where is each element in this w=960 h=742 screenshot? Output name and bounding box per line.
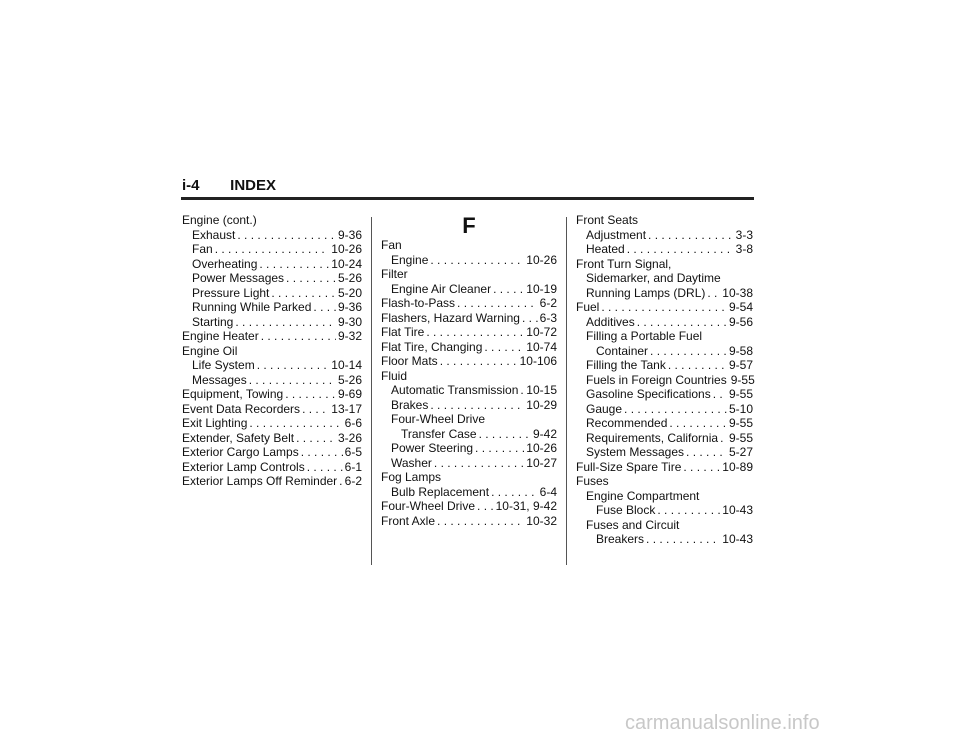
index-entry bbox=[381, 311, 557, 326]
page-reference: 10-15 bbox=[526, 383, 557, 397]
dot-leader bbox=[313, 300, 336, 315]
page-reference: 5-10 bbox=[728, 401, 753, 416]
page-reference: 6-5 bbox=[344, 445, 362, 459]
index-entry bbox=[381, 296, 557, 311]
page-reference: 10-14 bbox=[331, 358, 362, 372]
index-heading bbox=[576, 474, 753, 489]
dot-leader bbox=[627, 242, 734, 257]
entry-text: Exhaust bbox=[192, 227, 236, 242]
index-entry bbox=[381, 514, 557, 529]
page-reference: 9-69 bbox=[337, 387, 362, 401]
dot-leader bbox=[426, 325, 524, 340]
dot-leader bbox=[271, 286, 336, 301]
column-divider-1 bbox=[371, 217, 372, 565]
entry-text: Four-Wheel Drive bbox=[391, 412, 486, 426]
index-entry bbox=[182, 416, 362, 431]
index-entry bbox=[381, 456, 557, 471]
page-reference: 9-58 bbox=[728, 343, 753, 358]
index-entry bbox=[576, 315, 753, 330]
dot-leader bbox=[259, 257, 329, 272]
dot-leader bbox=[261, 329, 336, 344]
index-entry bbox=[576, 387, 753, 402]
index-entry bbox=[182, 242, 362, 257]
page-reference: 10-26 bbox=[526, 441, 557, 455]
index-entry bbox=[182, 286, 362, 301]
dot-leader bbox=[437, 514, 524, 529]
entry-text: Front Seats bbox=[576, 213, 639, 227]
index-heading bbox=[381, 238, 557, 253]
index-entry bbox=[576, 344, 753, 359]
page-reference: 10-27 bbox=[526, 455, 557, 470]
index-entry bbox=[182, 329, 362, 344]
index-entry bbox=[182, 445, 362, 460]
dot-leader bbox=[657, 503, 720, 518]
dot-leader bbox=[457, 296, 538, 311]
entry-text: Running Lamps (DRL) bbox=[586, 285, 706, 300]
entry-text: Starting bbox=[192, 314, 234, 329]
page-reference: 3-3 bbox=[735, 227, 753, 242]
entry-text: Power Steering bbox=[391, 441, 474, 455]
index-column-2 bbox=[381, 213, 557, 528]
index-entry bbox=[576, 460, 753, 475]
index-heading bbox=[576, 329, 753, 344]
page-reference: 6-2 bbox=[344, 474, 362, 488]
page-reference: 10-24 bbox=[331, 256, 362, 271]
entry-text: Front Turn Signal, bbox=[576, 256, 672, 271]
index-heading bbox=[576, 213, 753, 228]
entry-text: Flash-to-Pass bbox=[381, 296, 456, 310]
entry-text: Additives bbox=[586, 314, 635, 329]
entry-text: Power Messages bbox=[192, 271, 285, 285]
dot-leader bbox=[249, 416, 342, 431]
page-title: INDEX bbox=[230, 177, 277, 194]
index-heading bbox=[182, 344, 362, 359]
entry-text: Fuses bbox=[576, 474, 609, 488]
page-reference: 10-106 bbox=[519, 354, 557, 368]
index-entry bbox=[576, 445, 753, 460]
index-column-3 bbox=[576, 213, 753, 547]
page-reference: 10-72 bbox=[526, 325, 557, 339]
entry-text: Engine Heater bbox=[182, 329, 259, 343]
index-entry bbox=[576, 228, 753, 243]
entry-text: Engine (cont.) bbox=[182, 213, 257, 227]
index-heading bbox=[182, 213, 362, 228]
section-letter: F bbox=[462, 213, 476, 238]
page-reference: 10-31, 9-42 bbox=[495, 499, 557, 513]
entry-text: Filling a Portable Fuel bbox=[586, 329, 703, 343]
index-heading bbox=[381, 470, 557, 485]
entry-text: Exterior Cargo Lamps bbox=[182, 445, 299, 459]
index-column-1 bbox=[182, 213, 362, 489]
entry-text: Exit Lighting bbox=[182, 416, 248, 430]
index-entry bbox=[381, 499, 557, 514]
entry-text: Life System bbox=[192, 358, 255, 372]
dot-leader bbox=[249, 373, 336, 388]
entry-text: Filling the Tank bbox=[586, 358, 666, 372]
dot-leader bbox=[624, 402, 727, 417]
index-heading bbox=[576, 489, 753, 504]
dot-leader bbox=[522, 311, 538, 326]
entry-text: Engine Compartment bbox=[586, 488, 700, 503]
index-entry bbox=[576, 242, 753, 257]
entry-text: Adjustment bbox=[586, 227, 647, 242]
dot-leader bbox=[491, 485, 538, 500]
dot-leader bbox=[686, 445, 727, 460]
dot-leader bbox=[713, 387, 727, 402]
entry-text: Fog Lamps bbox=[381, 470, 442, 484]
watermark: carmanualsonline.info bbox=[625, 712, 820, 734]
index-entry bbox=[381, 253, 557, 268]
index-entry bbox=[182, 431, 362, 446]
entry-text: Container bbox=[596, 343, 649, 358]
dot-leader bbox=[285, 387, 336, 402]
page-reference: 6-3 bbox=[539, 310, 557, 325]
entry-text: Fuels in Foreign Countries bbox=[586, 372, 727, 387]
entry-text: Messages bbox=[192, 372, 247, 387]
index-entry bbox=[381, 325, 557, 340]
dot-leader bbox=[235, 315, 336, 330]
dot-leader bbox=[707, 286, 720, 301]
index-heading bbox=[381, 267, 557, 282]
page-reference: 9-42 bbox=[532, 426, 557, 441]
index-entry bbox=[182, 300, 362, 315]
entry-text: Front Axle bbox=[381, 513, 436, 528]
index-entry bbox=[381, 383, 557, 398]
entry-text: Gasoline Specifications bbox=[586, 387, 711, 401]
page-reference: 9-56 bbox=[728, 314, 753, 329]
entry-text: Brakes bbox=[391, 397, 429, 412]
index-entry bbox=[182, 358, 362, 373]
entry-text: Fan bbox=[381, 238, 402, 252]
index-entry bbox=[576, 286, 753, 301]
entry-text: Flat Tire bbox=[381, 325, 425, 339]
entry-text: Recommended bbox=[586, 416, 668, 430]
page-reference: 6-2 bbox=[539, 296, 557, 310]
entry-text: Fuel bbox=[576, 300, 600, 314]
page-reference: 6-1 bbox=[344, 459, 362, 474]
dot-leader bbox=[479, 427, 531, 442]
entry-text: Exterior Lamps Off Reminder bbox=[182, 474, 338, 488]
dot-leader bbox=[307, 460, 343, 475]
dot-leader bbox=[477, 499, 494, 514]
page-reference: 5-26 bbox=[337, 271, 362, 285]
page-reference: 13-17 bbox=[331, 401, 362, 416]
dot-leader bbox=[475, 441, 524, 456]
page-reference: 9-32 bbox=[337, 329, 362, 343]
page-reference: 3-8 bbox=[735, 242, 753, 256]
page-reference: 10-43 bbox=[722, 532, 753, 546]
entry-text: Fluid bbox=[381, 368, 408, 383]
entry-text: Four-Wheel Drive bbox=[381, 499, 476, 513]
dot-leader bbox=[520, 383, 524, 398]
page-reference: 9-55 bbox=[728, 430, 753, 445]
entry-text: Bulb Replacement bbox=[391, 484, 490, 499]
dot-leader bbox=[493, 282, 524, 297]
index-entry bbox=[576, 431, 753, 446]
page-reference: 10-26 bbox=[526, 252, 557, 267]
entry-text: Washer bbox=[391, 455, 432, 470]
index-entry bbox=[576, 300, 753, 315]
entry-text: Flat Tire, Changing bbox=[381, 339, 483, 354]
entry-text: Pressure Light bbox=[192, 285, 270, 300]
dot-leader bbox=[601, 300, 727, 315]
page-header bbox=[182, 177, 276, 194]
page-reference: 9-55 bbox=[728, 387, 753, 401]
dot-leader bbox=[301, 445, 343, 460]
index-entry bbox=[182, 228, 362, 243]
dot-leader bbox=[646, 532, 720, 547]
index-entry bbox=[182, 257, 362, 272]
entry-text: Filter bbox=[381, 267, 408, 281]
dot-leader bbox=[215, 242, 330, 257]
page-reference: 5-27 bbox=[728, 445, 753, 459]
entry-text: Exterior Lamp Controls bbox=[182, 459, 305, 474]
entry-text: System Messages bbox=[586, 445, 685, 459]
dot-leader bbox=[650, 344, 727, 359]
entry-text: Gauge bbox=[586, 401, 623, 416]
entry-text: Engine Oil bbox=[182, 343, 238, 358]
index-entry bbox=[576, 503, 753, 518]
dot-leader bbox=[434, 456, 524, 471]
entry-text: Automatic Transmission bbox=[391, 383, 519, 397]
page-reference: 3-26 bbox=[337, 430, 362, 445]
index-entry bbox=[576, 358, 753, 373]
dot-leader bbox=[637, 315, 727, 330]
page-reference: 9-55 bbox=[728, 416, 753, 430]
column-divider-2 bbox=[566, 217, 567, 565]
page-reference: 10-89 bbox=[722, 459, 753, 474]
entry-text: Engine Air Cleaner bbox=[391, 281, 492, 296]
entry-text: Requirements, California bbox=[586, 430, 719, 445]
page-reference: 9-54 bbox=[728, 300, 753, 314]
header-rule bbox=[181, 197, 754, 200]
dot-leader bbox=[257, 358, 330, 373]
page-reference: 10-29 bbox=[526, 397, 557, 412]
index-heading bbox=[576, 271, 753, 286]
page-reference: 9-36 bbox=[337, 300, 362, 314]
index-entry bbox=[381, 282, 557, 297]
dot-leader bbox=[669, 416, 727, 431]
page-reference: 5-26 bbox=[337, 372, 362, 387]
index-heading bbox=[576, 257, 753, 272]
entry-text: Extender, Safety Belt bbox=[182, 430, 295, 445]
page-reference: 9-55 bbox=[730, 372, 755, 387]
index-entry bbox=[182, 474, 362, 489]
index-entry bbox=[182, 315, 362, 330]
page-reference: 10-32 bbox=[526, 513, 557, 528]
index-entry bbox=[381, 485, 557, 500]
index-entry bbox=[182, 402, 362, 417]
index-entry bbox=[381, 398, 557, 413]
index-heading bbox=[576, 518, 753, 533]
page-reference: 6-4 bbox=[539, 484, 557, 499]
index-heading bbox=[381, 369, 557, 384]
dot-leader bbox=[683, 460, 720, 475]
entry-text: Full-Size Spare Tire bbox=[576, 459, 682, 474]
index-heading bbox=[381, 412, 557, 427]
index-entry bbox=[576, 373, 753, 388]
entry-text: Fan bbox=[192, 242, 213, 256]
index-entry bbox=[182, 373, 362, 388]
dot-leader bbox=[668, 358, 727, 373]
dot-leader bbox=[339, 474, 342, 489]
dot-leader bbox=[720, 431, 727, 446]
index-entry bbox=[381, 441, 557, 456]
entry-text: Fuses and Circuit bbox=[586, 517, 680, 532]
page-reference: 9-36 bbox=[337, 227, 362, 242]
entry-text: Flashers, Hazard Warning bbox=[381, 310, 520, 325]
index-entry bbox=[576, 402, 753, 417]
page-reference: 6-6 bbox=[344, 416, 362, 430]
page-reference: 10-43 bbox=[722, 503, 753, 517]
page-reference: 10-74 bbox=[526, 339, 557, 354]
page-reference: 10-26 bbox=[331, 242, 362, 256]
entry-text: Equipment, Towing bbox=[182, 387, 284, 401]
page-reference: 10-38 bbox=[722, 285, 753, 300]
entry-text: Running While Parked bbox=[192, 300, 312, 314]
index-entry bbox=[182, 271, 362, 286]
page-reference: 9-30 bbox=[337, 314, 362, 329]
page-reference: 10-19 bbox=[526, 281, 557, 296]
index-entry bbox=[381, 427, 557, 442]
index-entry bbox=[182, 387, 362, 402]
index-entry bbox=[576, 416, 753, 431]
dot-leader bbox=[296, 431, 336, 446]
page-reference: 9-57 bbox=[728, 358, 753, 372]
index-entry bbox=[576, 532, 753, 547]
dot-leader bbox=[484, 340, 524, 355]
dot-leader bbox=[430, 398, 524, 413]
page-number: i-4 bbox=[182, 177, 200, 194]
page-reference: 5-20 bbox=[337, 285, 362, 300]
dot-leader bbox=[648, 228, 734, 243]
dot-leader bbox=[237, 228, 336, 243]
index-entry bbox=[182, 460, 362, 475]
entry-text: Fuse Block bbox=[596, 503, 656, 517]
entry-text: Event Data Recorders bbox=[182, 401, 301, 416]
entry-text: Heated bbox=[586, 242, 625, 256]
entry-text: Engine bbox=[391, 252, 429, 267]
dot-leader bbox=[440, 354, 518, 369]
index-entry bbox=[381, 354, 557, 369]
index-entry bbox=[381, 340, 557, 355]
entry-text: Overheating bbox=[192, 256, 258, 271]
dot-leader bbox=[302, 402, 329, 417]
dot-leader bbox=[286, 271, 336, 286]
dot-leader bbox=[430, 253, 524, 268]
entry-text: Breakers bbox=[596, 532, 645, 546]
entry-text: Floor Mats bbox=[381, 354, 438, 368]
entry-text: Transfer Case bbox=[401, 426, 477, 441]
entry-text: Sidemarker, and Daytime bbox=[586, 271, 721, 285]
